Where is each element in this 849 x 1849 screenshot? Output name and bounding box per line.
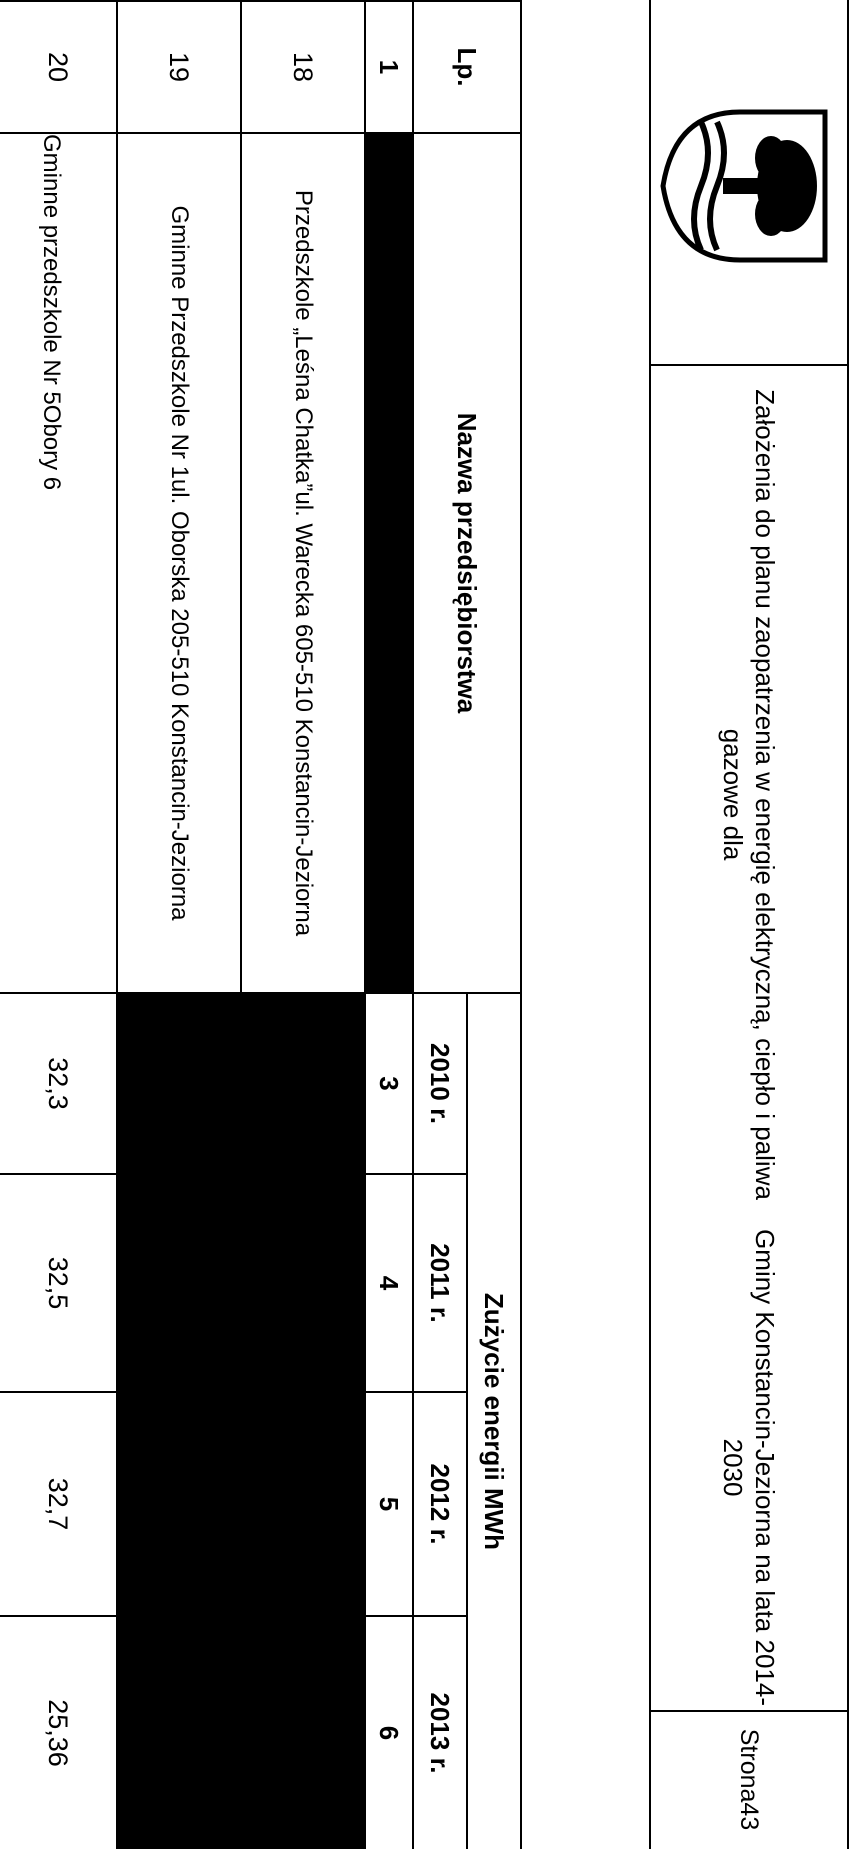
page-label: Strona: [735, 1728, 763, 1803]
row-20-name: Gminne przedszkole Nr 5 Obory 6: [0, 132, 118, 994]
row-18-lp: 18: [240, 0, 366, 134]
index-cell-1: 1: [364, 0, 414, 134]
row-18-name: Przedszkole „Leśna Chatka” ul. Warecka 6 05-510 Konstancin-Jeziorna: [240, 132, 366, 994]
year-2011-header: 2011 r.: [412, 1173, 468, 1393]
index-cell-5: 5: [364, 1391, 414, 1617]
coat-of-arms-icon: [659, 92, 835, 280]
row-20-value-2013: 25,36: [0, 1615, 118, 1849]
logo-cell: [649, 0, 849, 366]
col-lp-header: Lp.: [412, 0, 522, 134]
title-line-1: Założenia do planu zaopatrzenia w energię elektryczną, ciepło i paliwa gazowe dla: [718, 389, 781, 1200]
col-name-header: Nazwa przedsiębiorstwa: [412, 132, 522, 994]
row-20-lp: 20: [0, 0, 118, 134]
year-2013-header: 2013 r.: [412, 1615, 468, 1849]
year-2012-header: 2012 r.: [412, 1391, 468, 1617]
row-19-name: Gminne Przedszkole Nr 1 ul. Oborska 2 05-510 Konstancin-Jeziorna: [116, 132, 242, 994]
redacted-values-block: [116, 992, 366, 1849]
title-line-2: Gminy Konstancin-Jeziorna na lata 2014-2030: [718, 1229, 781, 1706]
document-title: [649, 364, 849, 1712]
year-2010-header: 2010 r.: [412, 992, 468, 1175]
page-number-cell: [649, 1710, 849, 1849]
index-cell-6: 6: [364, 1615, 414, 1849]
row-19-lp: 19: [116, 0, 242, 134]
col-group-header: Zużycie energii MWh: [466, 992, 522, 1849]
index-cell-3: 3: [364, 992, 414, 1175]
page-number: 43: [735, 1802, 763, 1831]
index-cell-2-redacted: [364, 132, 414, 994]
row-20-value-2011: 32,5: [0, 1173, 118, 1393]
index-cell-4: 4: [364, 1173, 414, 1393]
row-20-value-2012: 32,7: [0, 1391, 118, 1617]
row-20-value-2010: 32,3: [0, 992, 118, 1175]
